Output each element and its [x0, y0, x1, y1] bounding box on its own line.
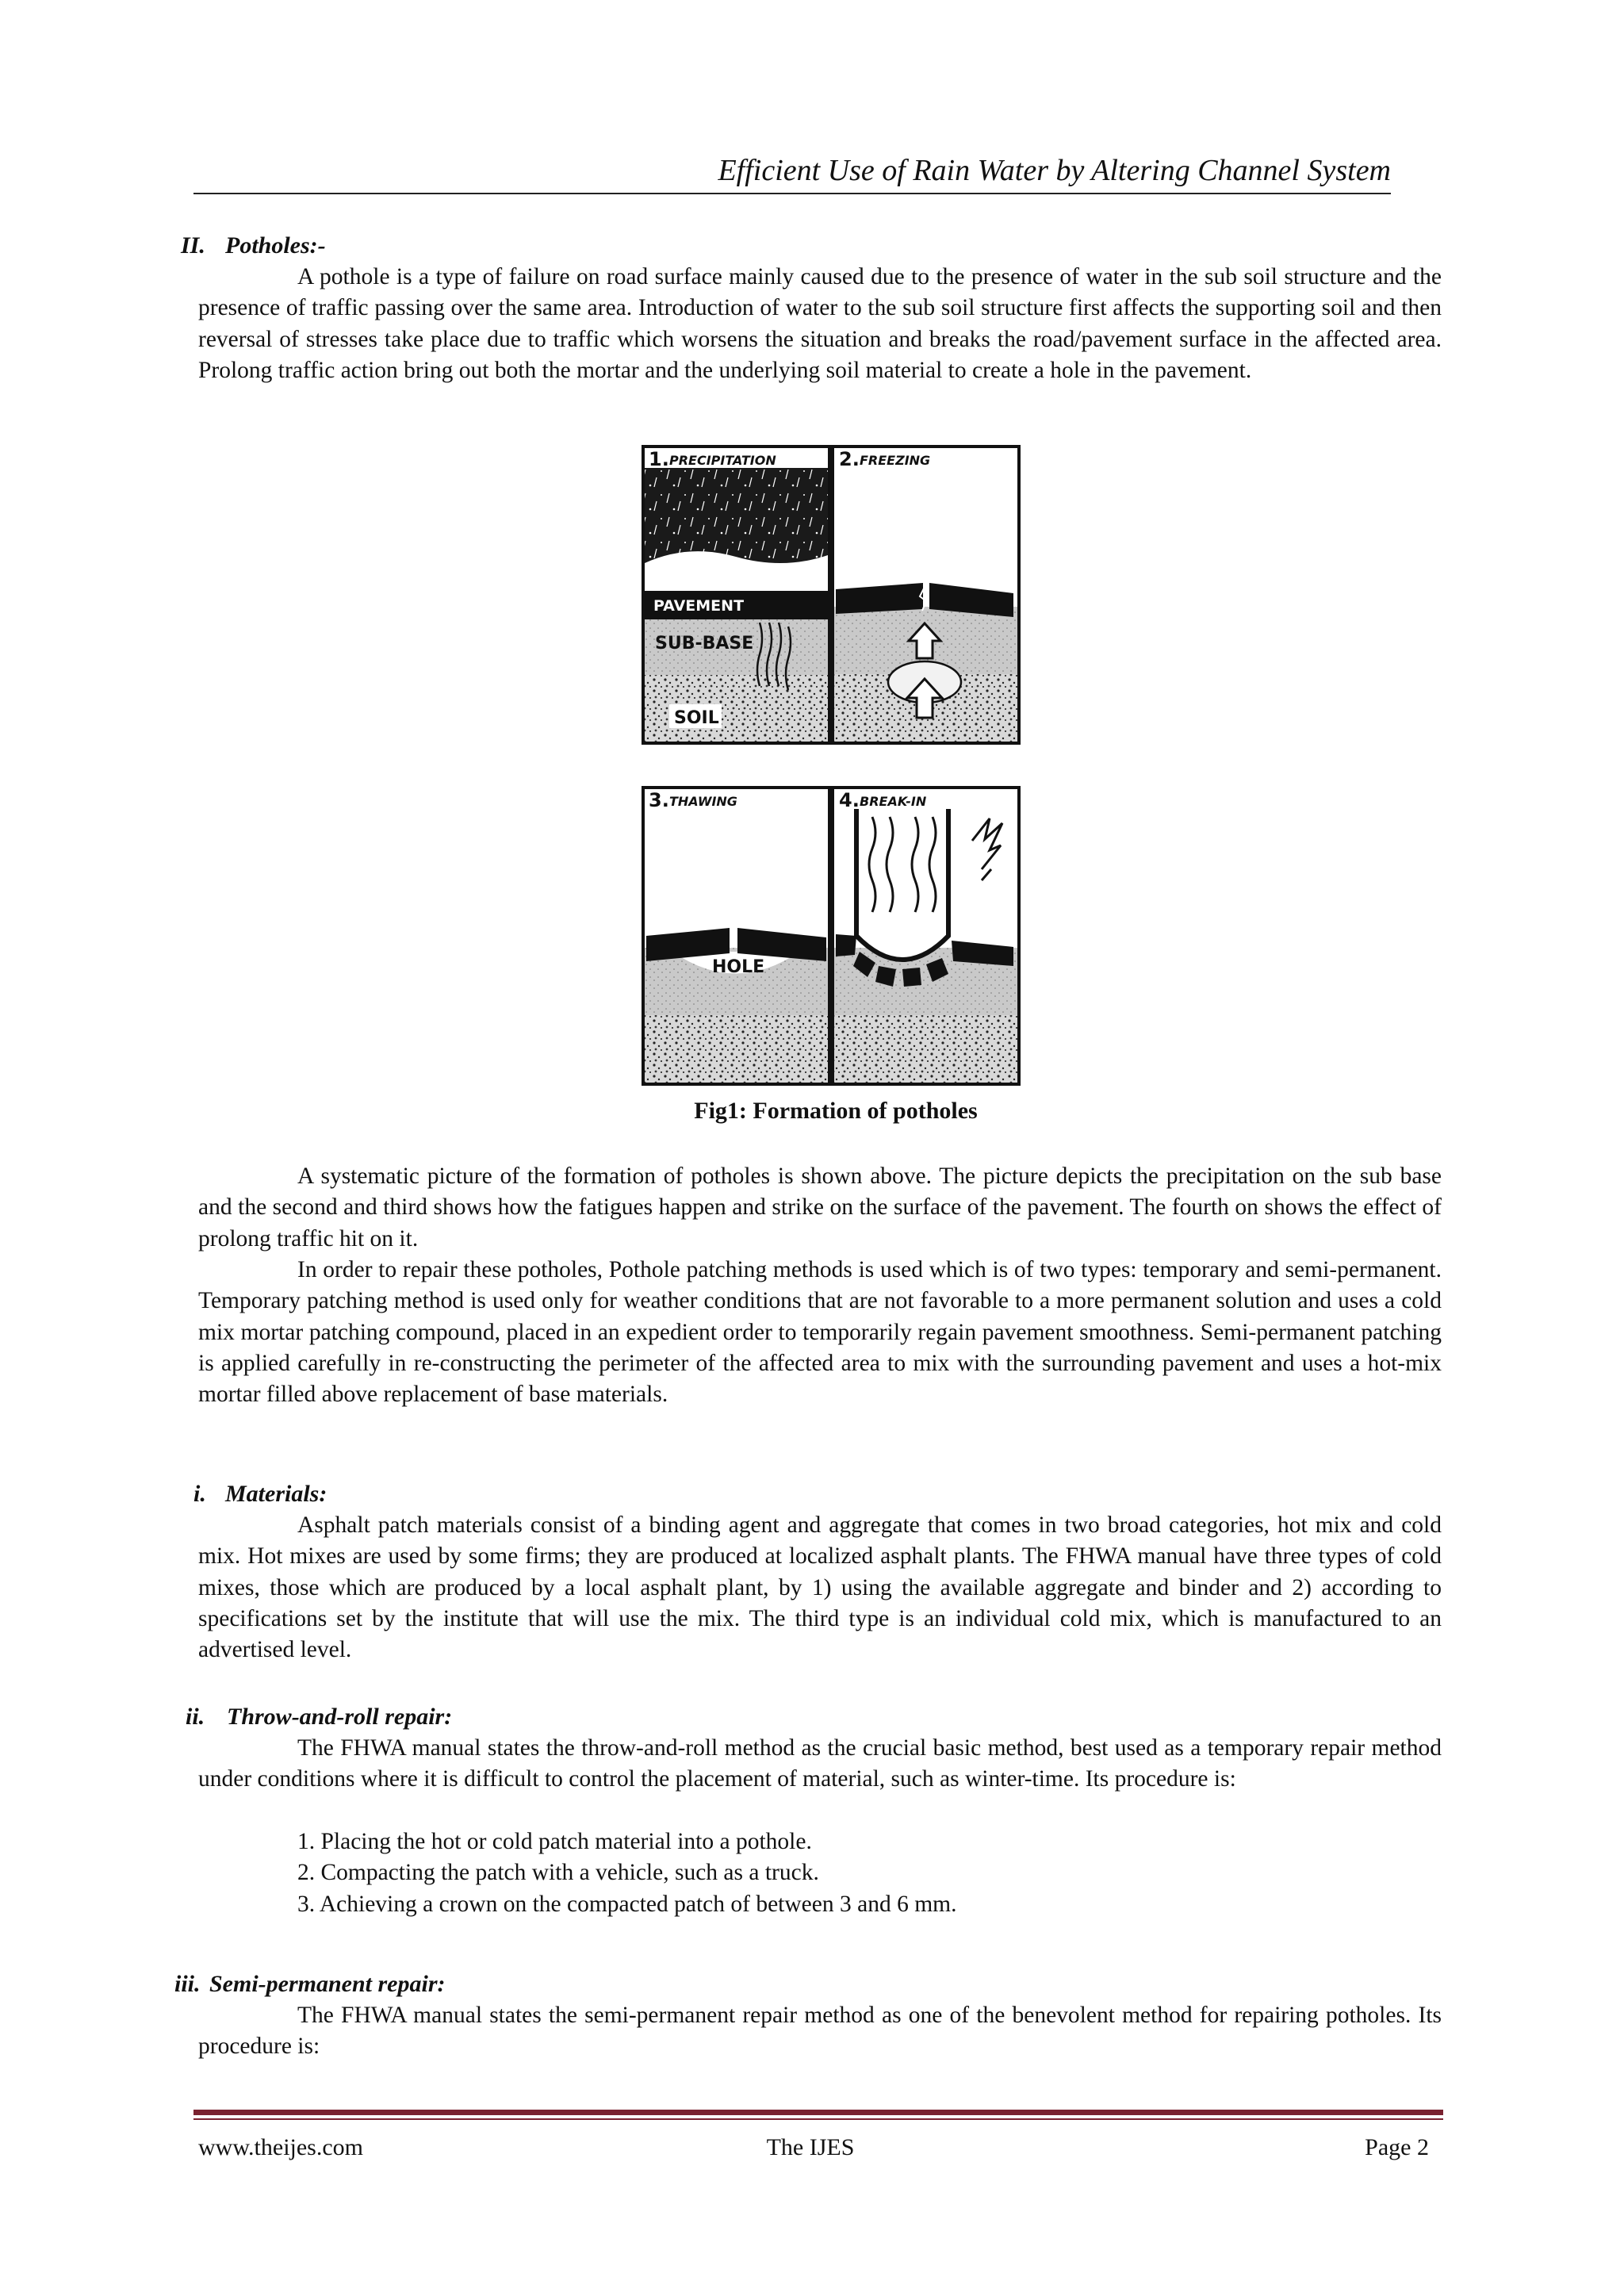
panel-break-in [833, 788, 1019, 1084]
procedure-step: 1. Placing the hot or cold patch material into a pothole. [297, 1829, 812, 1854]
subsection-number: ii. [186, 1704, 205, 1730]
subsection-title: Semi-permanent repair: [209, 1971, 446, 1997]
body-paragraph: A systematic picture of the formation of potholes is shown above. The picture depicts the precipitation on the sub base and the second and third shows how the fatigues happen and strike on the surface of the pavement. The fourth on shows the effect of prolong traffic hit on it. [198, 1163, 1442, 1251]
procedure-steps [297, 1826, 956, 1920]
header-rule [193, 193, 1391, 194]
figure-bottom-row [641, 785, 1021, 1087]
panel-freezing [833, 447, 1019, 743]
subsection-paragraph: The FHWA manual states the semi-permanent repair method as one of the benevolent method for repairing potholes. Its procedure is: [198, 2003, 1442, 2060]
subsection-paragraph: Asphalt patch materials consist of a binding agent and aggregate that comes in two broad categories, hot mix and cold mix. Hot mixes are used by some firms; they are produced at localized asphalt plants. The FHWA manual have three types of cold mixes, those which are produced by a local asphalt plant, by 1) using the available aggregate and binder and 2) according to specifications set by the institute that will use the mix. The third type is an individual cold mix, which is manufactured to an advertised level. [198, 1512, 1442, 1663]
section-title: Potholes:- [225, 232, 326, 259]
pavement-label: PAVEMENT [653, 597, 745, 615]
panel-number: 1. [649, 448, 669, 470]
subsection-title: Throw-and-roll repair: [227, 1704, 453, 1730]
panel-number: 2. [839, 448, 860, 470]
footer-rule-thin [193, 2118, 1443, 2120]
panel-thawing [643, 788, 829, 1084]
section-heading [181, 232, 326, 260]
panel-title: PRECIPITATION [669, 453, 776, 468]
pothole-figure [641, 444, 1021, 1087]
subsection-title: Materials: [225, 1481, 327, 1507]
subsection-heading [193, 1480, 327, 1508]
hole-label: HOLE [712, 957, 765, 977]
soil-layer [834, 1015, 1017, 1083]
running-title: Efficient Use of Rain Water by Altering Channel System [718, 154, 1391, 187]
subsection-number: i. [193, 1481, 206, 1507]
panel-number: 3. [649, 789, 669, 811]
body-paragraph: In order to repair these potholes, Pothole patching methods is used which is of two types: temporary and semi-permanent. Temporary patching method is used only for weather conditions that are not favorable to a more permanent solution and uses a cold mix mortar patching compound, placed in an expedient order to temporarily regain pavement smoothness. Semi-permanent patching is applied carefully in re-constructing the perimeter of the affected area to mix with the surrounding pavement and uses a hot-mix mortar filled above replacement of base materials. [198, 1257, 1442, 1408]
footer-journal: The IJES [766, 2134, 855, 2160]
procedure-step: 3. Achieving a crown on the compacted patch of between 3 and 6 mm. [297, 1891, 957, 1917]
footer-page-number: Page 2 [1365, 2134, 1429, 2160]
footer-website: www.theijes.com [198, 2134, 364, 2160]
subsection-number: iii. [174, 1971, 201, 1997]
section-number: II. [181, 232, 205, 259]
figure-caption: Fig1: Formation of potholes [694, 1098, 978, 1124]
subsection-heading [186, 1703, 452, 1731]
rain-area [645, 468, 828, 563]
panel-title: FREEZING [860, 453, 931, 468]
panel-number: 4. [839, 789, 860, 811]
panel-title: BREAK-IN [860, 794, 927, 809]
procedure-step: 2. Compacting the patch with a vehicle, such as a truck. [297, 1860, 819, 1886]
section-paragraph: A pothole is a type of failure on road surface mainly caused due to the presence of water in the sub soil structure and the presence of traffic passing over the same area. Introduction of water to the sub soil structure first affects the supporting soil and then reversal of stresses take place due to traffic which worsens the situation and breaks the road/pavement surface in the affected area. Prolong traffic action bring out both the mortar and the underlying soil material to create a hole in the pavement. [198, 264, 1442, 383]
subsection-paragraph: The FHWA manual states the throw-and-roll method as the crucial basic method, best used as a temporary repair method under conditions where it is difficult to control the placement of material, such as winter-time. Its procedure is: [198, 1735, 1442, 1792]
figure-top-row [641, 444, 1021, 746]
pavement-fragment [902, 968, 921, 987]
soil-layer [645, 1015, 828, 1083]
soil-label: SOIL [674, 708, 719, 728]
footer-rule [193, 2110, 1443, 2115]
panel-precipitation [643, 447, 829, 743]
panel-title: THAWING [669, 794, 737, 809]
subsection-heading [174, 1970, 446, 1999]
sub-base-label: SUB-BASE [655, 634, 754, 654]
